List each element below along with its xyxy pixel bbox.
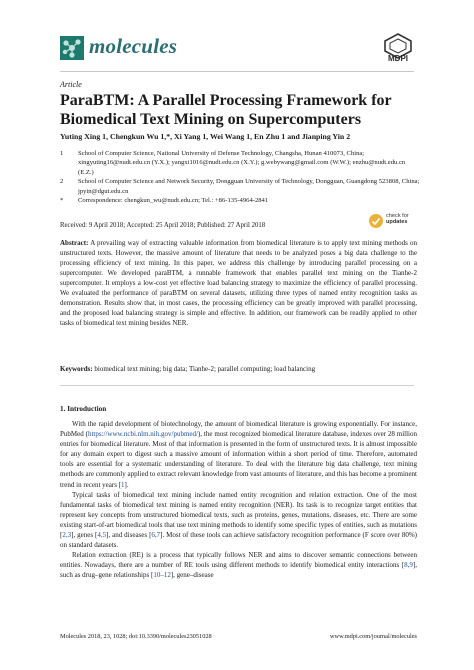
title-line: ParaBTM: A Parallel Processing Framework for bbox=[60, 92, 392, 109]
citation-footer: Molecules 2018, 23, 1028; doi:10.3390/molecules23051028 bbox=[60, 633, 212, 640]
citation-link[interactable]: 8,9 bbox=[404, 561, 413, 570]
affiliation-text: Correspondence: chengkun_wu@nudt.edu.cn; Tel.: +86-135-4964-2841 bbox=[78, 197, 269, 205]
text-run: ]. bbox=[124, 480, 129, 489]
check-updates-line: updates bbox=[386, 219, 408, 226]
citation-link[interactable]: 4,5 bbox=[97, 531, 107, 540]
citation-link[interactable]: 2,3 bbox=[62, 531, 72, 540]
journal-logo-icon bbox=[60, 36, 84, 60]
correspondence bbox=[60, 196, 420, 205]
paragraph bbox=[60, 490, 417, 551]
affiliation bbox=[60, 149, 420, 177]
keywords bbox=[60, 365, 417, 373]
check-updates-line: check for bbox=[386, 213, 409, 219]
page-footer bbox=[60, 633, 417, 640]
keywords-text: biomedical text mining; big data; Tianhe-2; parallel computing; load balancing bbox=[94, 365, 316, 373]
publisher-name: MDPI bbox=[388, 54, 408, 63]
paragraph bbox=[60, 419, 417, 490]
section-divider bbox=[60, 385, 414, 386]
title-line: Biomedical Text Mining on Supercomputers bbox=[60, 111, 362, 128]
citation-link[interactable]: 1 bbox=[121, 480, 125, 489]
affiliation-text: School of Computer Science and Network Security, Dongguan University of Technology, Dongguan, Guangdong 523808, China; jpyin@dgut.edu.cn bbox=[78, 178, 420, 195]
affiliation-text: School of Computer Science, National University of Defense Technology, Changsha, Hunan 410073, China; xingyuting16@nudt.edu.cn (Y.X.); yangxi1016@nudt.edu.cn (X.Y.); g.webywang@gmail.com (W.W.); enzhu@nudt.edu.cn (E.Z.) bbox=[78, 150, 406, 176]
pubmed-link[interactable]: https://www.ncbi.nlm.nih.gov/pubmed/ bbox=[87, 430, 198, 439]
journal-name: molecules bbox=[89, 34, 178, 58]
check-for-updates-button[interactable] bbox=[368, 211, 414, 231]
affiliation bbox=[60, 177, 420, 196]
publication-dates: Received: 9 April 2018; Accepted: 25 April 2018; Published: 27 April 2018 bbox=[60, 222, 266, 229]
text-run: With the rapid development of biotechnology, the amount of biomedical literature is growing exponentially. For instance, PubMed ( bbox=[60, 420, 417, 439]
abstract bbox=[60, 238, 417, 328]
affiliation-number: * bbox=[60, 197, 64, 205]
text-run: ]. Most of these tools can achieve satisfactory recognition performance (F score over 80%) on standard datasets. bbox=[60, 531, 417, 550]
author-list: Yuting Xing 1, Chengkun Wu 1,*, Xi Yang 1, Wei Wang 1, En Zhu 1 and Jianping Yin 2 bbox=[60, 132, 351, 141]
text-run: Typical tasks of biomedical text mining include named entity recognition and relation extraction. One of the most fundamental tasks of biomedical text mining is named entity recognition (NER). Its task is to recognize target entities that represent key concepts from unstructured biomedical texts, such as proteins, genes, mutations, diseases, etc. There are some existing start-of-art biomedical tools that use text mining methods to identify some specific types of entities, such as mutations [ bbox=[60, 490, 417, 540]
citation-link[interactable]: 6,7 bbox=[151, 531, 161, 540]
text-run: ], such as drug–gene relationships [ bbox=[60, 561, 417, 580]
text-run: ), the most recognized biomedical literature database, indexes over 28 million entries for biomedical literature. Most of that information is presented in the form of unstructured texts. It is almost impossible for any domain expert to digest such a massive amount of information within a short period of time. Therefore, automated tools are essential for a systematic understanding of literature. To deal with the literature big data challenge, text mining methods are commonly applied to extract relevant knowledge from vast amounts of literature, and this has become a prominent trend in recent years [ bbox=[60, 430, 417, 489]
header-divider bbox=[60, 71, 414, 72]
text-run: Relation extraction (RE) is a process that typically follows NER and aims to discover semantic connections between entities. Nowadays, there are a number of RE tools using different methods to identify biomedical entity interactions [ bbox=[60, 551, 417, 570]
keywords-label: Keywords: bbox=[60, 365, 93, 373]
article-title bbox=[60, 91, 420, 129]
affiliation-number: 2 bbox=[60, 178, 64, 186]
check-updates-label bbox=[386, 213, 409, 226]
abstract-text: A prevailing way of extracting valuable information from biomedical literature is to apply text mining methods on unstructured texts. However, the massive amount of literature that needs to be analyzed poses a big data challenge to the processing efficiency of text mining. In this paper, we address this challenge by introducing parallel processing on a supercomputer. We developed paraBTM, a runnable framework that enables parallel text mining on the Tianhe-2 supercomputer. It employs a low-cost yet effective load balancing strategy to maximize the efficiency of parallel processing. We evaluated the performance of paraBTM on several datasets, utilizing three types of named entity recognition tasks as demonstration. Results show that, in most cases, the processing efficiency can be greatly improved with parallel processing, and the proposed load balancing strategy is simple and effective. In addition, our framework can be readily applied to other tasks of biomedical text mining besides NER. bbox=[60, 239, 417, 328]
check-updates-icon bbox=[368, 213, 384, 229]
abstract-label: Abstract: bbox=[60, 239, 89, 247]
text-run: ], and diseases [ bbox=[106, 531, 152, 540]
section-heading: 1. Introduction bbox=[60, 405, 107, 413]
paragraph bbox=[60, 550, 417, 580]
affiliations bbox=[60, 149, 420, 205]
introduction-body bbox=[60, 419, 417, 581]
citation-link[interactable]: 10–12 bbox=[153, 571, 171, 580]
article-type: Article bbox=[60, 80, 82, 89]
text-run: ], gene–disease bbox=[170, 571, 214, 580]
journal-url[interactable]: www.mdpi.com/journal/molecules bbox=[329, 633, 417, 640]
affiliation-number: 1 bbox=[60, 150, 64, 157]
text-run: ], genes [ bbox=[71, 531, 98, 540]
